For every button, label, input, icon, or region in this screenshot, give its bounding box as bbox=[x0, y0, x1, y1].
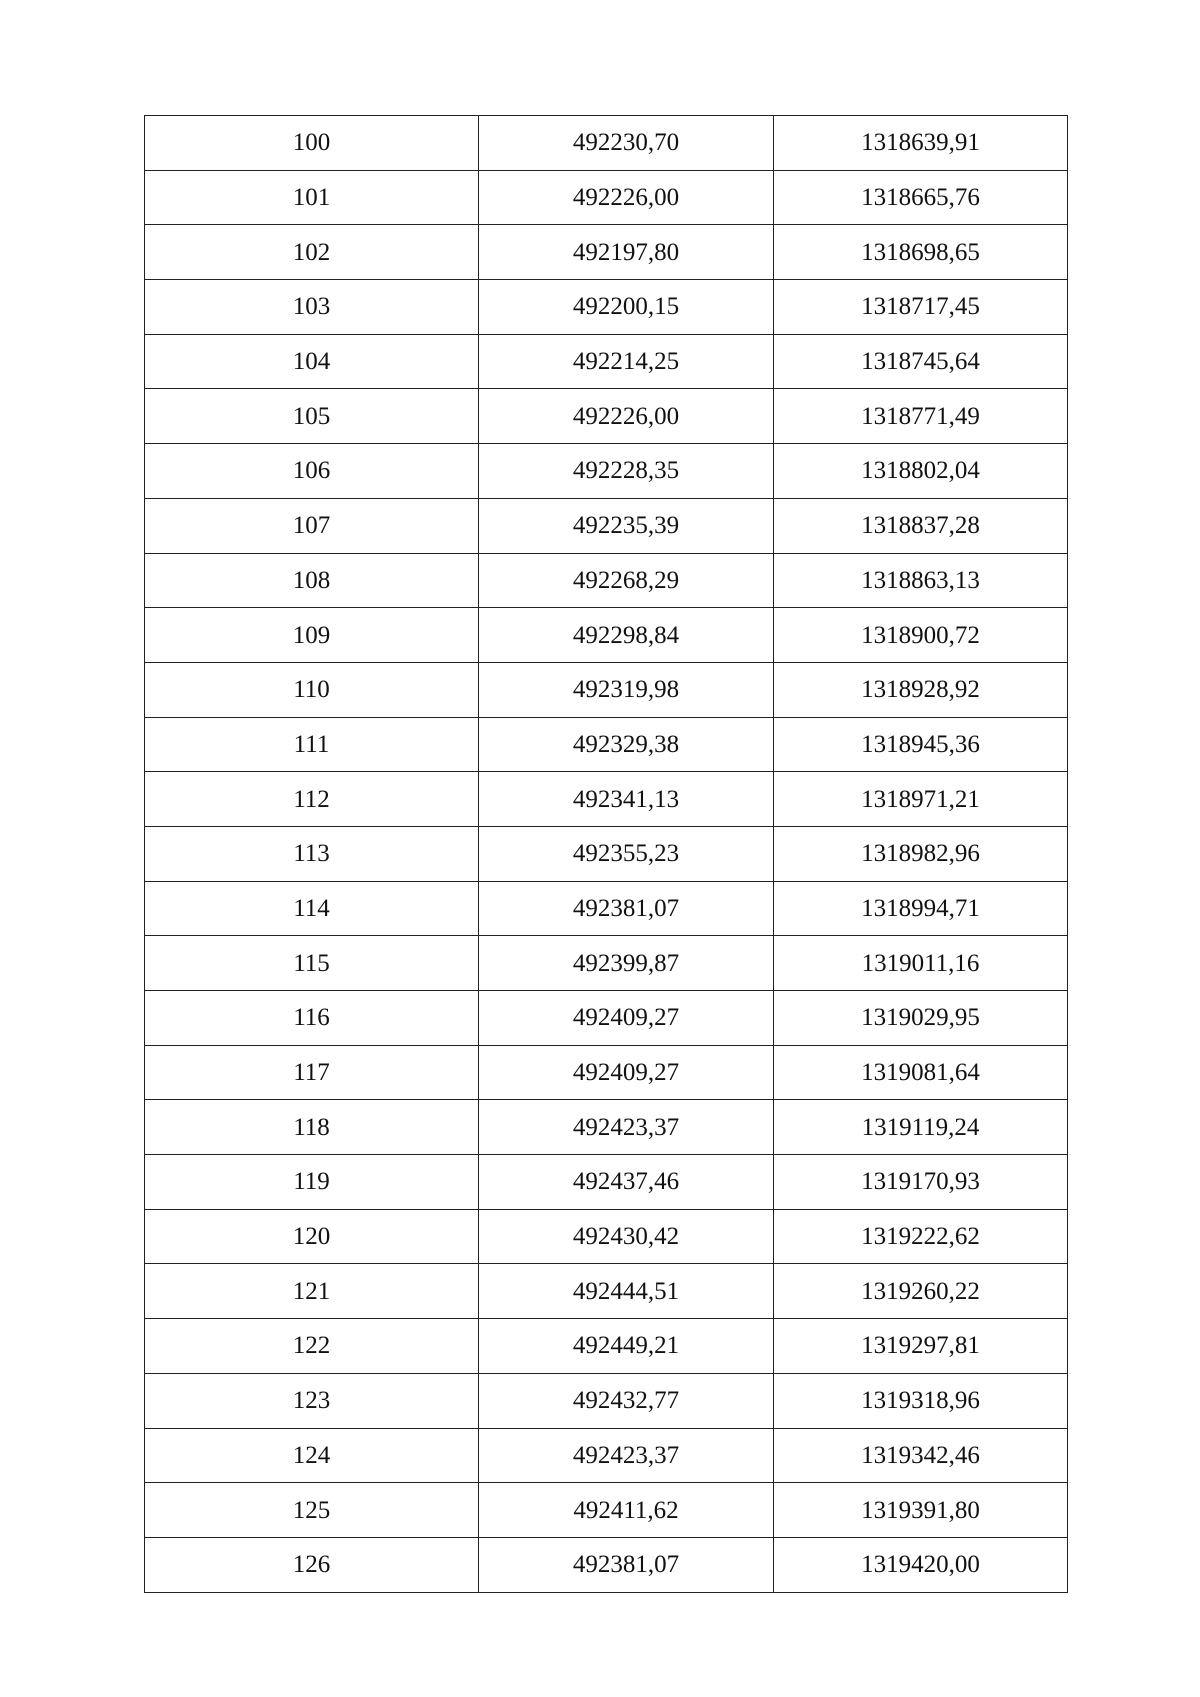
table-row bbox=[145, 1209, 1068, 1264]
table-row bbox=[145, 225, 1068, 280]
x-coordinate-cell: 492226,00 bbox=[479, 389, 774, 444]
x-coordinate-cell: 492423,37 bbox=[479, 1100, 774, 1155]
x-coordinate-cell: 492399,87 bbox=[479, 936, 774, 991]
table-row bbox=[145, 662, 1068, 717]
point-number-cell: 125 bbox=[145, 1483, 479, 1538]
table-row bbox=[145, 389, 1068, 444]
point-number-cell: 107 bbox=[145, 498, 479, 553]
y-coordinate-cell: 1318971,21 bbox=[774, 772, 1068, 827]
point-number-cell: 110 bbox=[145, 662, 479, 717]
y-coordinate-cell: 1319029,95 bbox=[774, 991, 1068, 1046]
coordinates-table bbox=[144, 115, 1068, 1593]
y-coordinate-cell: 1318837,28 bbox=[774, 498, 1068, 553]
x-coordinate-cell: 492226,00 bbox=[479, 170, 774, 225]
table-row bbox=[145, 608, 1068, 663]
table-row bbox=[145, 881, 1068, 936]
point-number-cell: 123 bbox=[145, 1373, 479, 1428]
point-number-cell: 115 bbox=[145, 936, 479, 991]
y-coordinate-cell: 1319081,64 bbox=[774, 1045, 1068, 1100]
table-row bbox=[145, 1155, 1068, 1210]
x-coordinate-cell: 492230,70 bbox=[479, 116, 774, 171]
y-coordinate-cell: 1318771,49 bbox=[774, 389, 1068, 444]
table-row bbox=[145, 1483, 1068, 1538]
x-coordinate-cell: 492268,29 bbox=[479, 553, 774, 608]
x-coordinate-cell: 492449,21 bbox=[479, 1319, 774, 1374]
y-coordinate-cell: 1319318,96 bbox=[774, 1373, 1068, 1428]
table-row bbox=[145, 1100, 1068, 1155]
x-coordinate-cell: 492319,98 bbox=[479, 662, 774, 717]
x-coordinate-cell: 492381,07 bbox=[479, 1537, 774, 1592]
table-row bbox=[145, 1537, 1068, 1592]
x-coordinate-cell: 492381,07 bbox=[479, 881, 774, 936]
point-number-cell: 106 bbox=[145, 444, 479, 499]
coordinates-table-body bbox=[145, 116, 1068, 1593]
x-coordinate-cell: 492409,27 bbox=[479, 991, 774, 1046]
point-number-cell: 118 bbox=[145, 1100, 479, 1155]
table-row bbox=[145, 717, 1068, 772]
y-coordinate-cell: 1318745,64 bbox=[774, 334, 1068, 389]
y-coordinate-cell: 1318698,65 bbox=[774, 225, 1068, 280]
y-coordinate-cell: 1318928,92 bbox=[774, 662, 1068, 717]
x-coordinate-cell: 492214,25 bbox=[479, 334, 774, 389]
x-coordinate-cell: 492355,23 bbox=[479, 826, 774, 881]
point-number-cell: 126 bbox=[145, 1537, 479, 1592]
table-row bbox=[145, 772, 1068, 827]
point-number-cell: 108 bbox=[145, 553, 479, 608]
y-coordinate-cell: 1319342,46 bbox=[774, 1428, 1068, 1483]
point-number-cell: 119 bbox=[145, 1155, 479, 1210]
table-row bbox=[145, 116, 1068, 171]
x-coordinate-cell: 492437,46 bbox=[479, 1155, 774, 1210]
table-row bbox=[145, 498, 1068, 553]
x-coordinate-cell: 492235,39 bbox=[479, 498, 774, 553]
y-coordinate-cell: 1319119,24 bbox=[774, 1100, 1068, 1155]
x-coordinate-cell: 492409,27 bbox=[479, 1045, 774, 1100]
table-row bbox=[145, 444, 1068, 499]
table-row bbox=[145, 334, 1068, 389]
x-coordinate-cell: 492228,35 bbox=[479, 444, 774, 499]
table-row bbox=[145, 1428, 1068, 1483]
y-coordinate-cell: 1319170,93 bbox=[774, 1155, 1068, 1210]
point-number-cell: 117 bbox=[145, 1045, 479, 1100]
x-coordinate-cell: 492298,84 bbox=[479, 608, 774, 663]
y-coordinate-cell: 1319222,62 bbox=[774, 1209, 1068, 1264]
table-row bbox=[145, 826, 1068, 881]
y-coordinate-cell: 1319420,00 bbox=[774, 1537, 1068, 1592]
point-number-cell: 102 bbox=[145, 225, 479, 280]
y-coordinate-cell: 1319260,22 bbox=[774, 1264, 1068, 1319]
point-number-cell: 121 bbox=[145, 1264, 479, 1319]
y-coordinate-cell: 1318982,96 bbox=[774, 826, 1068, 881]
y-coordinate-cell: 1318945,36 bbox=[774, 717, 1068, 772]
point-number-cell: 113 bbox=[145, 826, 479, 881]
y-coordinate-cell: 1319391,80 bbox=[774, 1483, 1068, 1538]
table-row bbox=[145, 1373, 1068, 1428]
y-coordinate-cell: 1318665,76 bbox=[774, 170, 1068, 225]
x-coordinate-cell: 492430,42 bbox=[479, 1209, 774, 1264]
x-coordinate-cell: 492444,51 bbox=[479, 1264, 774, 1319]
y-coordinate-cell: 1318717,45 bbox=[774, 280, 1068, 335]
table-row bbox=[145, 936, 1068, 991]
y-coordinate-cell: 1319011,16 bbox=[774, 936, 1068, 991]
x-coordinate-cell: 492329,38 bbox=[479, 717, 774, 772]
point-number-cell: 104 bbox=[145, 334, 479, 389]
x-coordinate-cell: 492341,13 bbox=[479, 772, 774, 827]
x-coordinate-cell: 492411,62 bbox=[479, 1483, 774, 1538]
table-row bbox=[145, 170, 1068, 225]
y-coordinate-cell: 1318863,13 bbox=[774, 553, 1068, 608]
table-row bbox=[145, 1264, 1068, 1319]
x-coordinate-cell: 492423,37 bbox=[479, 1428, 774, 1483]
point-number-cell: 114 bbox=[145, 881, 479, 936]
point-number-cell: 101 bbox=[145, 170, 479, 225]
x-coordinate-cell: 492200,15 bbox=[479, 280, 774, 335]
y-coordinate-cell: 1318802,04 bbox=[774, 444, 1068, 499]
point-number-cell: 109 bbox=[145, 608, 479, 663]
point-number-cell: 105 bbox=[145, 389, 479, 444]
table-row bbox=[145, 991, 1068, 1046]
table-row bbox=[145, 553, 1068, 608]
y-coordinate-cell: 1318994,71 bbox=[774, 881, 1068, 936]
table-row bbox=[145, 1045, 1068, 1100]
point-number-cell: 103 bbox=[145, 280, 479, 335]
y-coordinate-cell: 1319297,81 bbox=[774, 1319, 1068, 1374]
table-row bbox=[145, 1319, 1068, 1374]
x-coordinate-cell: 492197,80 bbox=[479, 225, 774, 280]
point-number-cell: 111 bbox=[145, 717, 479, 772]
table-row bbox=[145, 280, 1068, 335]
point-number-cell: 124 bbox=[145, 1428, 479, 1483]
x-coordinate-cell: 492432,77 bbox=[479, 1373, 774, 1428]
point-number-cell: 100 bbox=[145, 116, 479, 171]
point-number-cell: 112 bbox=[145, 772, 479, 827]
y-coordinate-cell: 1318900,72 bbox=[774, 608, 1068, 663]
point-number-cell: 122 bbox=[145, 1319, 479, 1374]
y-coordinate-cell: 1318639,91 bbox=[774, 116, 1068, 171]
point-number-cell: 116 bbox=[145, 991, 479, 1046]
point-number-cell: 120 bbox=[145, 1209, 479, 1264]
